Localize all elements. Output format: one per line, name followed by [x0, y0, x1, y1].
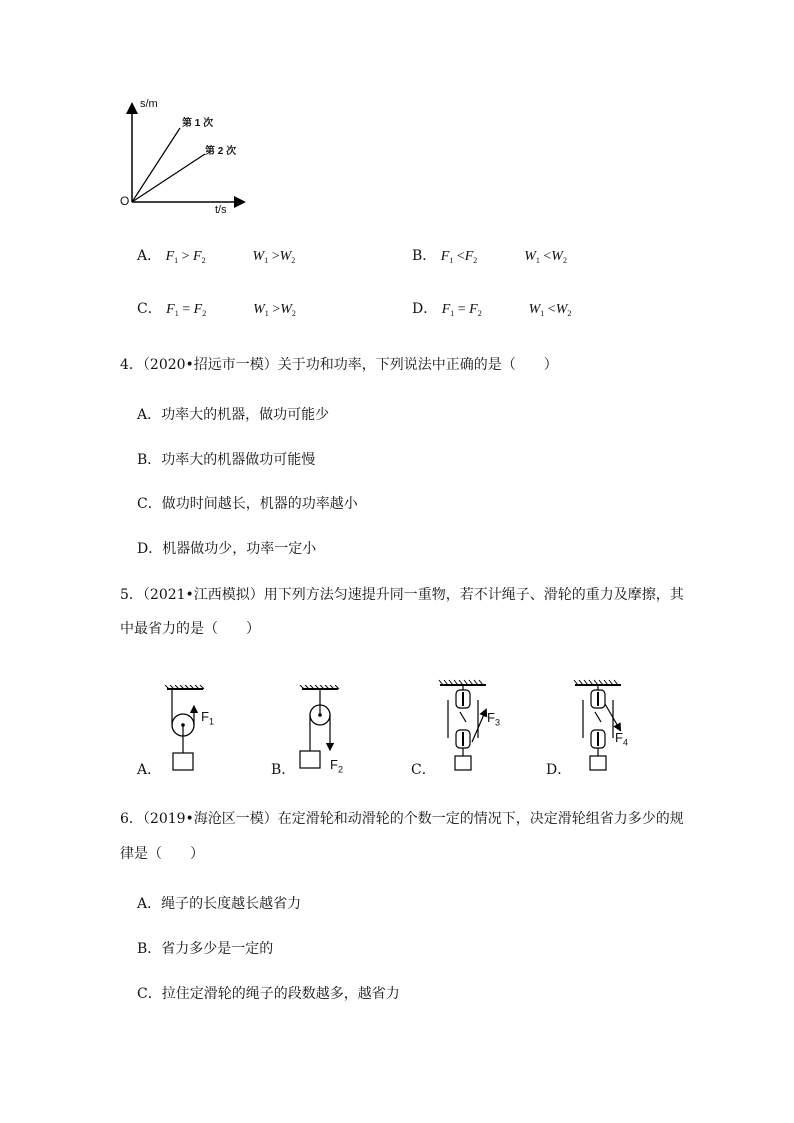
y-axis-label: s/m: [140, 98, 158, 110]
origin-label: O: [120, 194, 130, 208]
line-first: [132, 128, 180, 202]
work-relation: $W_1 >W_2$: [253, 302, 296, 318]
option-letter: A．: [137, 248, 162, 264]
work-relation: $W_1 >W_2$: [252, 249, 296, 265]
st-graph: [112, 96, 272, 221]
q6-stem-line1: 6．（2019•海沧区一模）在定滑轮和动滑轮的个数一定的情况下，决定滑轮组省力多少的规: [120, 811, 684, 827]
pulley-figure-d[interactable]: [545, 676, 655, 780]
q6-option-a[interactable]: A．绳子的长度越长越省力: [137, 896, 302, 912]
line-second: [132, 154, 205, 202]
force-relation: $F_1 <F_2$: [440, 249, 478, 265]
pulley-figure-a[interactable]: [135, 685, 245, 780]
q3-option-d[interactable]: [412, 300, 571, 323]
figure-d-letter: D．: [546, 762, 572, 778]
pulley-figure-c[interactable]: [410, 676, 520, 780]
q5-stem-line2: 中最省力的是（ ）: [120, 621, 260, 637]
q4-option-d[interactable]: D．机器做功少，功率一定小: [137, 541, 317, 557]
force-f2-label: $F_2$: [330, 757, 343, 775]
q3-option-c[interactable]: [137, 300, 296, 323]
force-relation: $F_1 = F_2$: [166, 302, 207, 318]
force-f4-label: $F_4$: [615, 730, 628, 748]
figure-b-letter: B．: [271, 762, 296, 778]
q3-option-a[interactable]: [137, 247, 295, 270]
work-relation: $W_1 <W_2$: [524, 249, 567, 265]
q3-option-b[interactable]: [412, 247, 567, 270]
q4-stem: 4．（2020•招远市一模）关于功和功率，下列说法中正确的是（ ）: [120, 357, 558, 373]
force-relation: $F_1 > F_2$: [165, 249, 206, 265]
q6-stem-line2: 律是（ ）: [120, 846, 204, 862]
work-relation: $W_1 <W_2$: [528, 302, 572, 318]
figure-a-letter: A．: [137, 762, 162, 778]
option-letter: D．: [412, 301, 438, 317]
force-f1-label: $F_1$: [201, 709, 214, 727]
force-relation: $F_1 = F_2$: [441, 302, 482, 318]
force-f3-label: $F_3$: [487, 710, 500, 728]
line1-label: 第 1 次: [182, 118, 214, 129]
q5-stem-line1: 5．（2021•江西模拟）用下列方法匀速提升同一重物，若不计绳子、滑轮的重力及摩擦，其: [120, 587, 684, 603]
q6-option-b[interactable]: B．省力多少是一定的: [137, 941, 274, 957]
figure-c-letter: C．: [411, 762, 436, 778]
option-letter: C．: [137, 301, 162, 317]
option-letter: B．: [412, 248, 437, 264]
q4-option-a[interactable]: A．功率大的机器，做功可能少: [137, 407, 330, 423]
x-axis-label: t/s: [215, 204, 227, 216]
q6-option-c[interactable]: C．拉住定滑轮的绳子的段数越多，越省力: [137, 986, 400, 1002]
q4-option-c[interactable]: C．做功时间越长，机器的功率越小: [137, 496, 358, 512]
q4-option-b[interactable]: B．功率大的机器做功可能慢: [137, 452, 316, 468]
pulley-figure-b[interactable]: [270, 685, 380, 780]
line2-label: 第 2 次: [205, 146, 237, 157]
